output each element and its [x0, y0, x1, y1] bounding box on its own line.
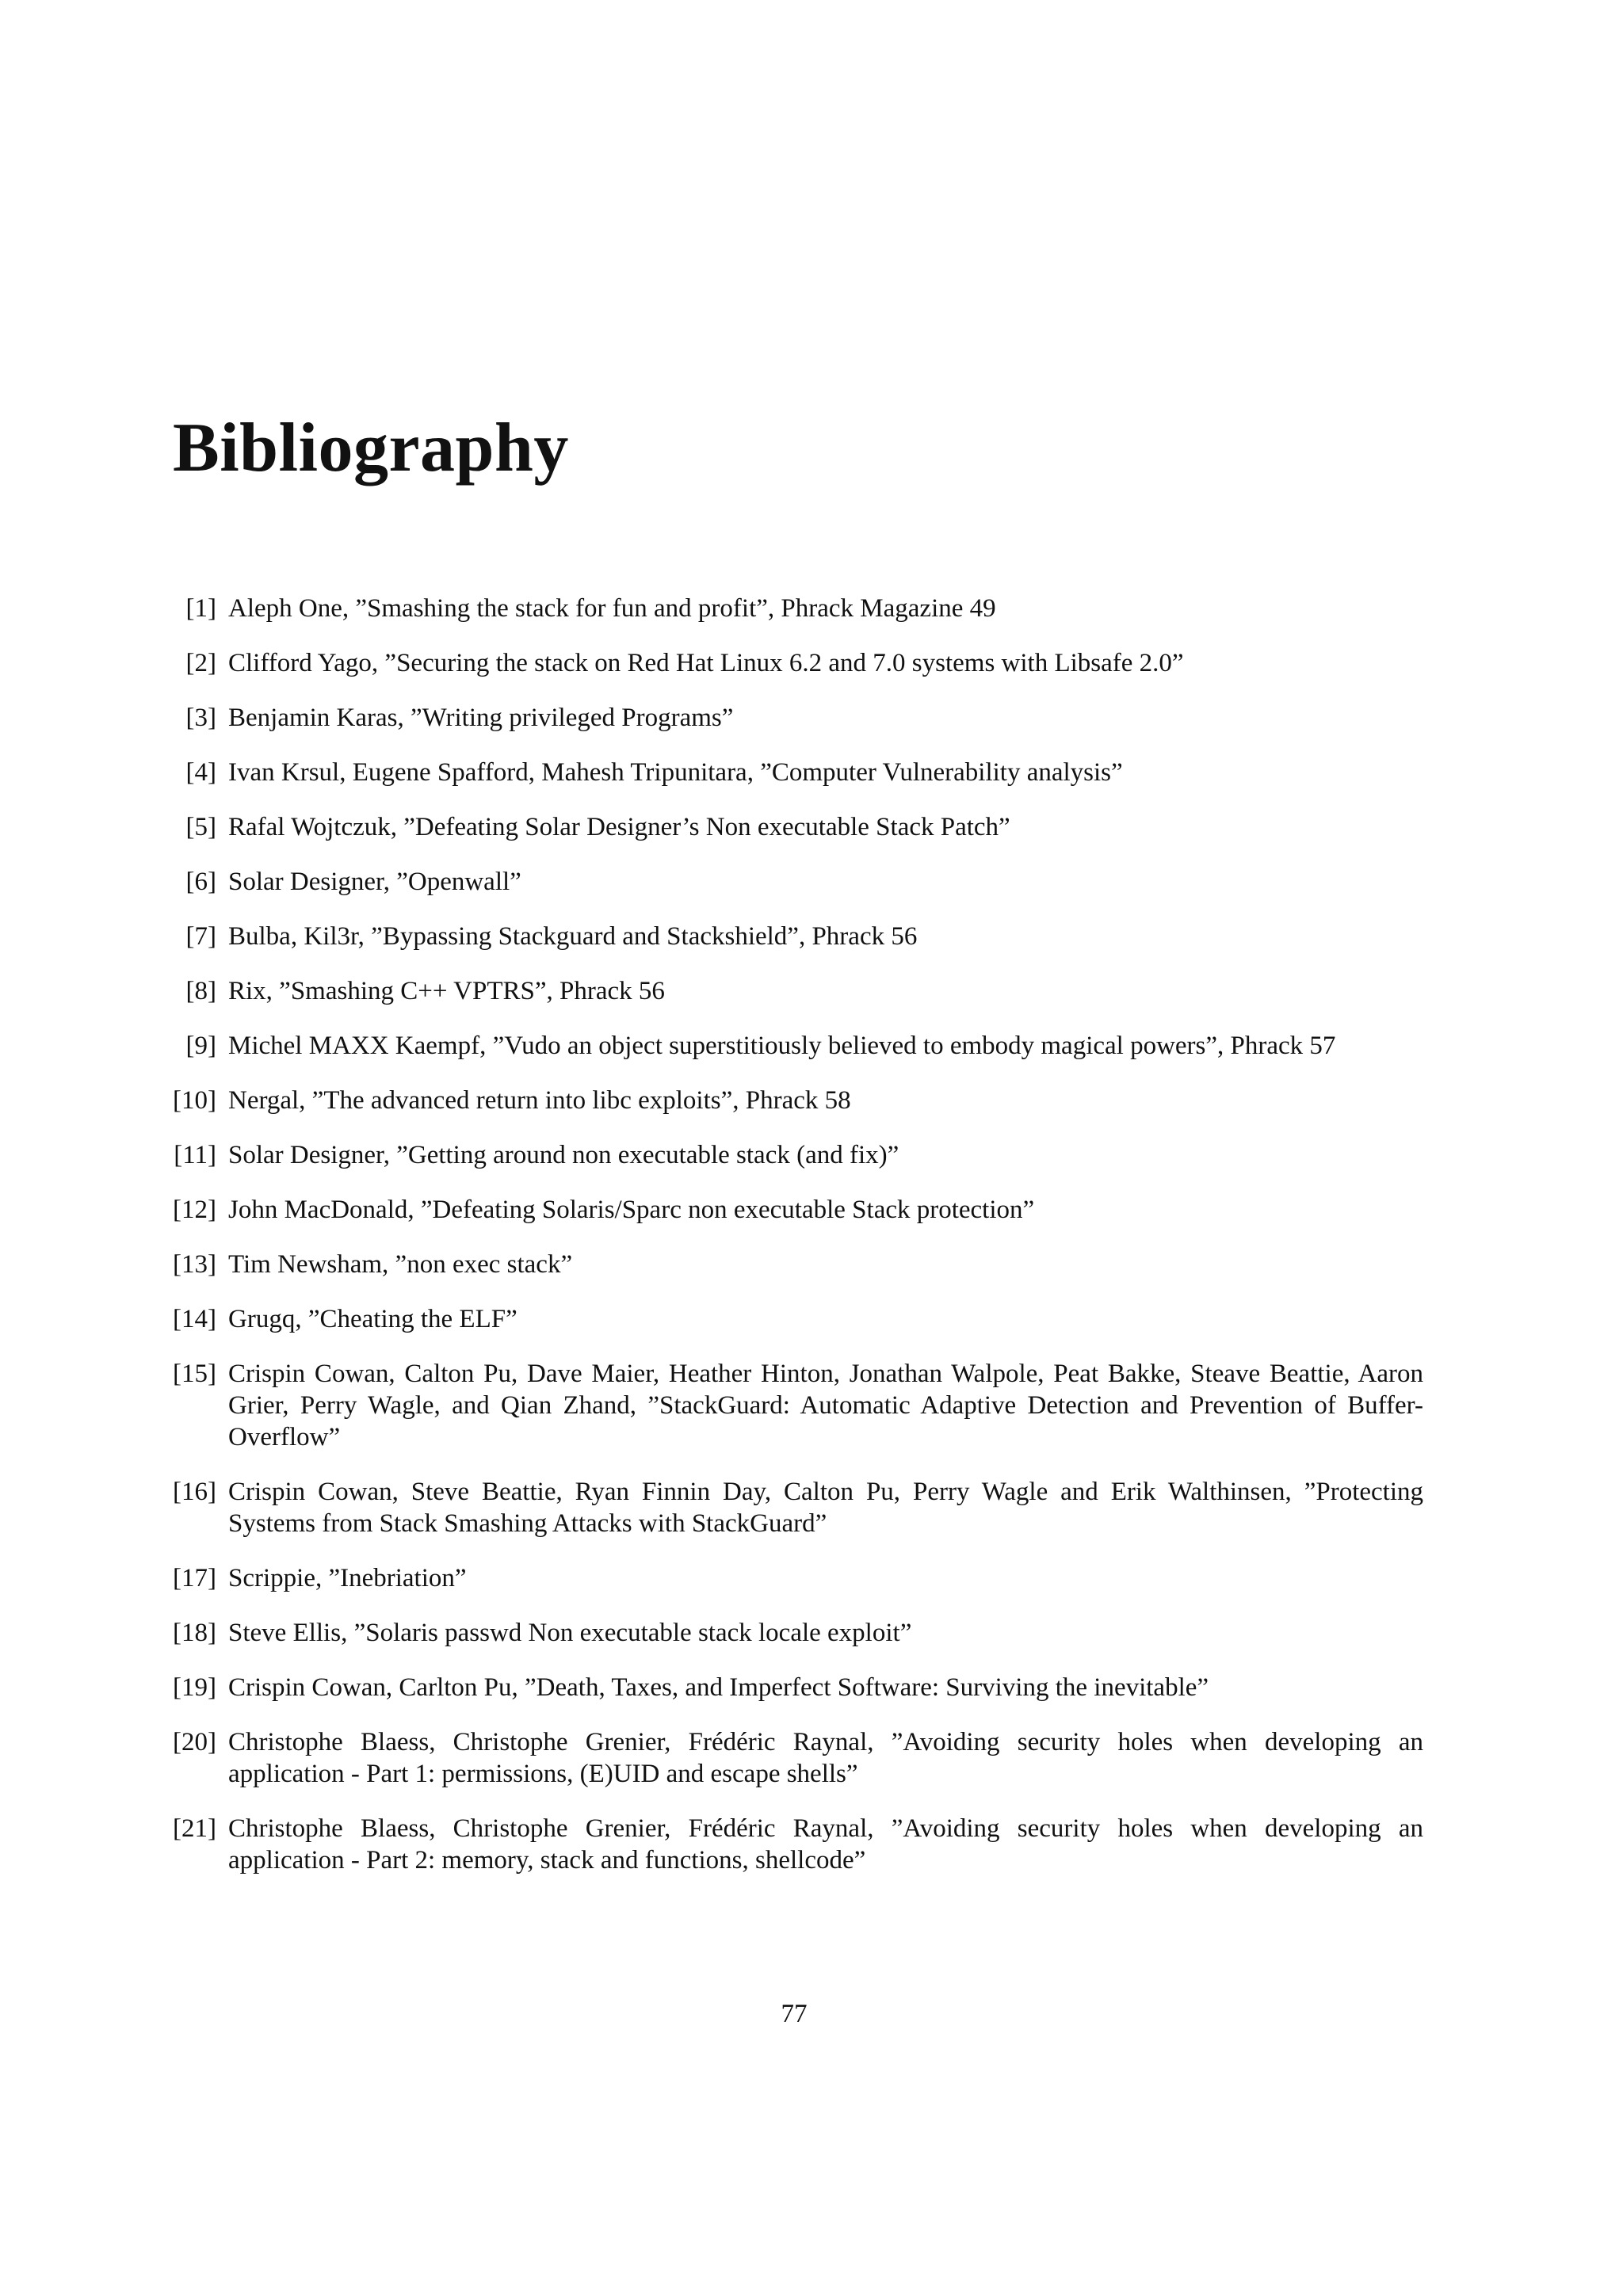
reference-item [173, 1617, 1423, 1649]
reference-text: Scrippie, ”Inebriation” [228, 1564, 467, 1592]
page-number: 77 [781, 2000, 808, 2028]
reference-number: [12] [173, 1196, 216, 1224]
reference-number: [13] [173, 1250, 216, 1279]
reference-text: Christophe Blaess, Christophe Grenier, Frédéric Raynal, ”Avoiding security holes when developing an application - Part 1: permissions, (E)UID and escape shells” [228, 1728, 1423, 1788]
reference-text: John MacDonald, ”Defeating Solaris/Sparc non executable Stack protection” [228, 1196, 1035, 1224]
reference-text: Bulba, Kil3r, ”Bypassing Stackguard and Stackshield”, Phrack 56 [228, 922, 918, 951]
reference-list [173, 593, 1423, 1899]
reference-item [173, 1085, 1423, 1116]
reference-number: [15] [173, 1360, 216, 1388]
reference-item [173, 1813, 1423, 1876]
reference-text: Ivan Krsul, Eugene Spafford, Mahesh Tripunitara, ”Computer Vulnerability analysis” [228, 758, 1123, 787]
reference-text: Benjamin Karas, ”Writing privileged Programs” [228, 704, 734, 732]
reference-text: Christophe Blaess, Christophe Grenier, Frédéric Raynal, ”Avoiding security holes when developing an application - Part 2: memory, stack and functions, shellcode” [228, 1814, 1423, 1875]
reference-number: [16] [173, 1478, 216, 1506]
reference-number: [8] [185, 977, 216, 1005]
reference-text: Clifford Yago, ”Securing the stack on Red Hat Linux 6.2 and 7.0 systems with Libsafe 2.0” [228, 649, 1184, 677]
reference-item [173, 702, 1423, 734]
reference-item [173, 811, 1423, 843]
reference-item [173, 866, 1423, 898]
reference-number: [2] [185, 649, 216, 677]
reference-number: [1] [185, 594, 216, 623]
reference-text: Nergal, ”The advanced return into libc exploits”, Phrack 58 [228, 1086, 851, 1115]
reference-number: [7] [185, 922, 216, 951]
reference-number: [11] [174, 1141, 216, 1169]
reference-item [173, 1562, 1423, 1594]
reference-number: [6] [185, 868, 216, 896]
reference-number: [17] [173, 1564, 216, 1592]
reference-item [173, 1030, 1423, 1062]
reference-text: Solar Designer, ”Getting around non executable stack (and fix)” [228, 1141, 899, 1169]
reference-text: Michel MAXX Kaempf, ”Vudo an object superstitiously believed to embody magical powers”, Phrack 57 [228, 1032, 1336, 1060]
reference-text: Aleph One, ”Smashing the stack for fun and profit”, Phrack Magazine 49 [228, 594, 996, 623]
reference-number: [3] [185, 704, 216, 732]
reference-item [173, 593, 1423, 624]
reference-item [173, 975, 1423, 1007]
reference-item [173, 647, 1423, 679]
reference-item [173, 1358, 1423, 1453]
page-title: Bibliography [173, 410, 569, 486]
reference-item [173, 757, 1423, 788]
reference-item [173, 1249, 1423, 1280]
reference-text: Rix, ”Smashing C++ VPTRS”, Phrack 56 [228, 977, 665, 1005]
reference-number: [4] [185, 758, 216, 787]
reference-number: [18] [173, 1619, 216, 1647]
reference-text: Tim Newsham, ”non exec stack” [228, 1250, 573, 1279]
reference-text: Crispin Cowan, Steve Beattie, Ryan Finnin Day, Calton Pu, Perry Wagle and Erik Walthinsen, ”Protecting Systems from Stack Smashing Attacks with StackGuard” [228, 1478, 1423, 1538]
reference-text: Crispin Cowan, Carlton Pu, ”Death, Taxes, and Imperfect Software: Surviving the inevitable” [228, 1673, 1209, 1702]
reference-text: Grugq, ”Cheating the ELF” [228, 1305, 517, 1333]
reference-text: Crispin Cowan, Calton Pu, Dave Maier, Heather Hinton, Jonathan Walpole, Peat Bakke, Steave Beattie, Aaron Grier, Perry Wagle, and Qian Zhand, ”StackGuard: Automatic Adaptive Detection and Prevention of Buffer-Overflow” [228, 1360, 1423, 1451]
reference-item [173, 1303, 1423, 1335]
reference-item [173, 921, 1423, 952]
reference-text: Rafal Wojtczuk, ”Defeating Solar Designer’s Non executable Stack Patch” [228, 813, 1010, 841]
reference-number: [20] [173, 1728, 216, 1756]
reference-text: Steve Ellis, ”Solaris passwd Non executable stack locale exploit” [228, 1619, 912, 1647]
reference-number: [5] [185, 813, 216, 841]
reference-number: [10] [173, 1086, 216, 1115]
reference-item [173, 1476, 1423, 1539]
reference-number: [21] [173, 1814, 216, 1843]
reference-number: [14] [173, 1305, 216, 1333]
reference-item [173, 1139, 1423, 1171]
reference-number: [19] [173, 1673, 216, 1702]
reference-text: Solar Designer, ”Openwall” [228, 868, 521, 896]
reference-item [173, 1194, 1423, 1226]
reference-item [173, 1672, 1423, 1703]
reference-item [173, 1726, 1423, 1790]
reference-number: [9] [185, 1032, 216, 1060]
